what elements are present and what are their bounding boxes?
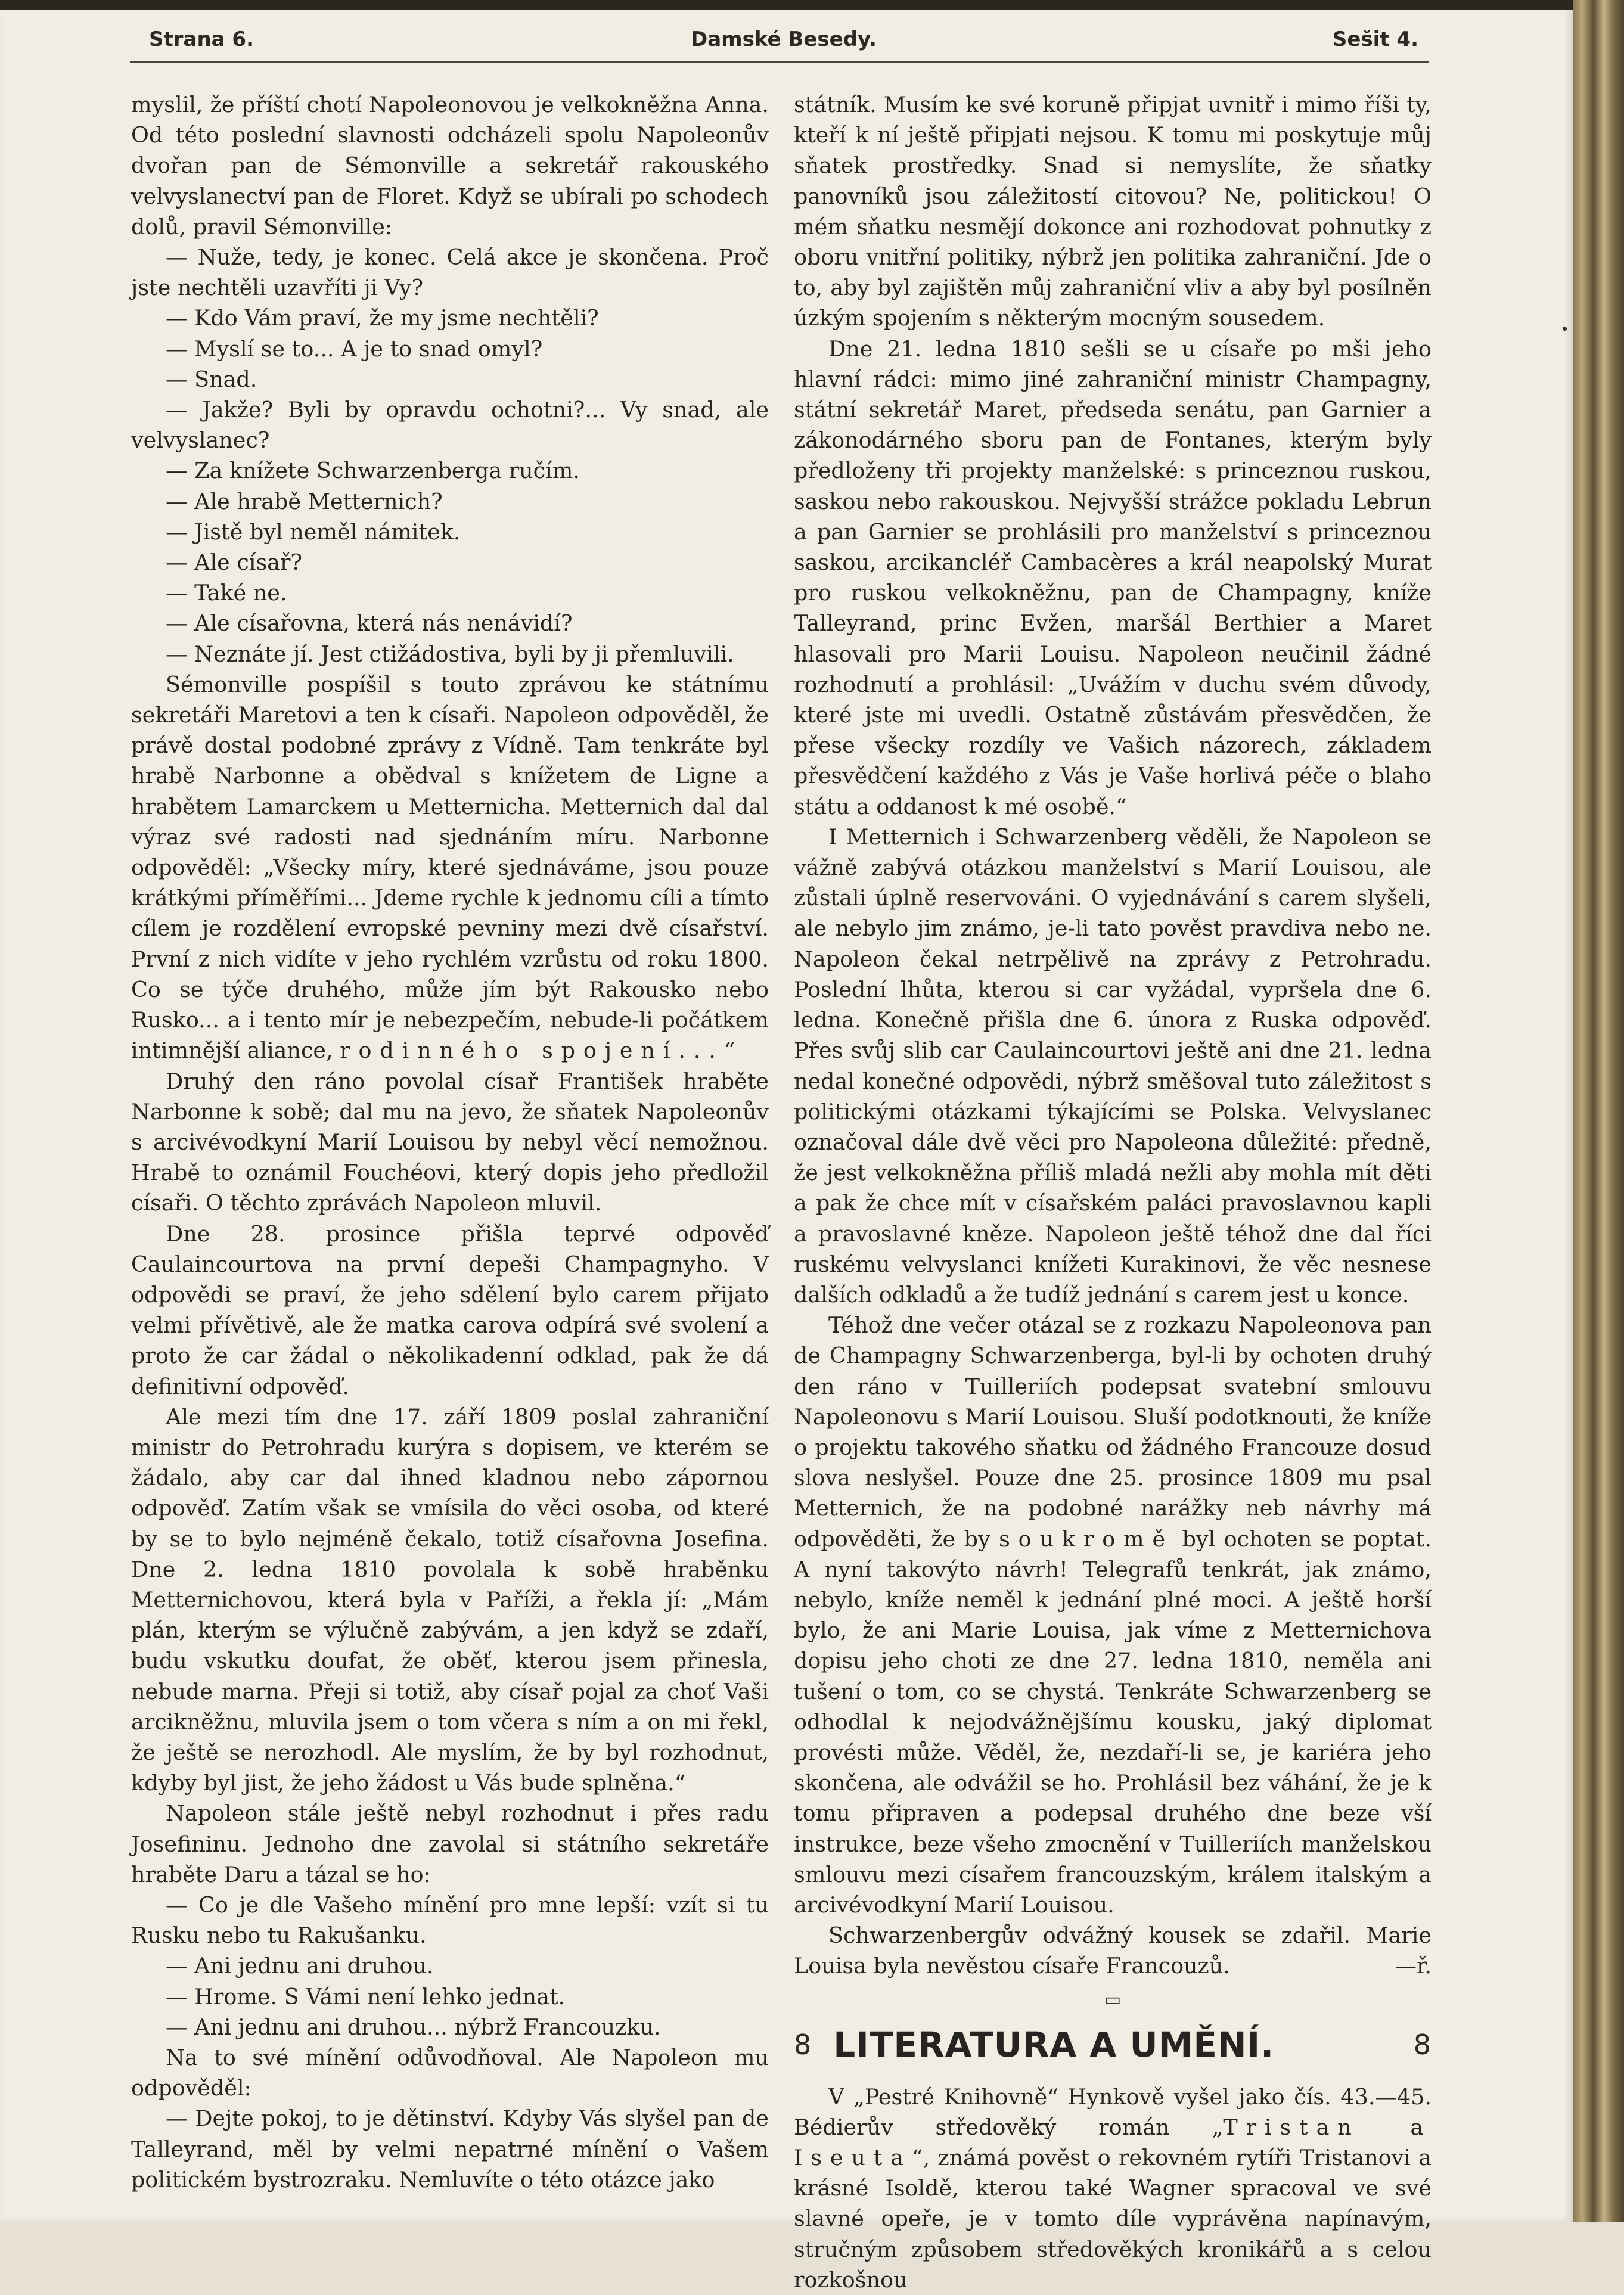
left-dialogue-line	[131, 395, 769, 455]
heading-ornament-right: 8	[1413, 2028, 1432, 2061]
paragraph-text: — Jistě byl neměl námitek.	[166, 518, 461, 545]
paragraph-text: Dne 28. prosince přišla teprvé odpověď Caulaincourtova na první depeši Champagnyho. V odpovědi se praví, že jeho sdělení bylo carem přijato velmi přívětivě, ale že matka carova odpírá své svolení a proto že car žádal o několikadenní odklad, pak že dá definitivní odpověď.	[131, 1221, 769, 1399]
paragraph-text: Napoleon stále ještě nebyl rozhodnut i přes radu Josefininu. Jednoho dne zavolal si státního sekretáře hraběte Daru a tázal se ho:	[131, 1800, 769, 1887]
literature-text-end: “, známá pověst o rekovném rytíři Tristanovi a krásné Isoldě, kterou také Wagner spracoval ve své slavné opeře, je v tomto díle vyprávěna napínavým, stručným způsobem středověkých kronikářů a s celou rozkošnou	[794, 2145, 1432, 2293]
left-dialogue-line	[131, 242, 769, 303]
paragraph-text: I Metternich i Schwarzenberg věděli, že Napoleon se vážně zabývá otázkou manželství s Marií Louisou, ale zůstali úplně reservováni. O vyjednávání s carem slyšeli, ale nebylo jim známo, je-li tato pověst pravdiva nebo ne. Napoleon čekal netrpělivě na zprávy z Petrohradu. Poslední lhůta, kterou si car vyžádal, vypršela dne 6. ledna. Konečně přišla dne 6. února z Ruska odpověď. Přes svůj slib car Caulaincourtovi ještě ani dne 21. ledna nedal konečné odpovědi, nýbrž směšoval tuto záležitost s politickými otázkami týkajícími se Polska. Velvyslanec označoval dále dvě věci pro Napoleona důležité: předně, že jest velkokněžna příliš mladá nežli aby mohla mít děti a pak že chce mít v císařském paláci pravoslavnou kapli a pravoslavné kněze. Napoleon ještě téhož dne dal říci ruskému velvyslanci knížeti Kurakinovi, že věc nesnese dalších odkladů a že tudíž jednání s carem jest u konce.	[794, 824, 1432, 1308]
right-paragraph	[794, 334, 1432, 822]
left-dialogue-line	[131, 364, 769, 395]
left-dialogue-line	[131, 334, 769, 364]
paragraph-text: Téhož dne večer otázal se z rozkazu Napoleonova pan de Champagny Schwarzenberga, byl-li by ochoten druhý den ráno v Tuilleriích podepsat svatební smlouvu Napoleonovu s Marií Louisou. Sluší podotknouti, že kníže o projektu takového sňatku od žádného Francouze dosud slova neslyšel. Pouze dne 25. prosince 1809 mu psal Metternich, že na podobné narážky neb návrhy má odpověděti, že by	[794, 1312, 1432, 1552]
left-paragraph	[131, 1402, 769, 1799]
paragraph-text: Ale mezi tím dne 17. září 1809 poslal zahraniční ministr do Petrohradu kurýra s dopisem, ve kterém se žádalo, aby car dal ihned kladnou nebo zápornou odpověď. Zatím však se vmísila do věci osoba, od které by se to bylo nejméně čekalo, totiž císařovna Josefina. Dne 2. ledna 1810 povolala k sobě hraběnku Metternichovou, která byla v Paříži, a řekla jí: „Mám plán, kterým se výlučně zabývám, a jen když se zdaří, budu vskutku doufat, že oběť, kterou jsem přinesla, nebude marna. Přeji si totiž, aby císař pojal za choť Vaši arcikněžnu, mluvila jsem o tom včera s ním a on mi řekl, že ještě se nerozhodl. Ale myslím, že by byl rozhodnut, kdyby byl jist, že jeho žádost u Vás bude splněna.“	[131, 1403, 769, 1796]
literature-paragraph	[794, 2082, 1432, 2295]
left-dialogue-line	[131, 517, 769, 547]
spaced-emphasis: rodinného spojení...“	[340, 1038, 744, 1064]
paragraph-text: státník. Musím ke své koruně připjat uvnitř i mimo říši ty, kteří k ní ještě připjati nejsou. K tomu mi poskytuje můj sňatek prostředky. Snad si nemyslíte, že sňatky panovníků jsou záležitostí citovou? Ne, politickou! O mém sňatku nesmějí dokonce ani rozhodovat pohnutky z oboru vnitřní politiky, nýbrž jen politika zahraniční. Jde o to, aby byl zajištěn můj zahraniční vliv a aby byl posílněn úzkým spojením s některým mocným sousedem.	[794, 92, 1432, 331]
book-title: Tristan a Iseuta	[794, 2114, 1432, 2170]
book-spine	[1573, 0, 1624, 2222]
top-edge	[0, 0, 1573, 10]
left-dialogue-line	[131, 2012, 769, 2042]
right-column	[794, 89, 1432, 2295]
left-paragraph	[131, 669, 769, 1066]
heading-ornament-left: 8	[794, 2028, 812, 2061]
left-dialogue-line	[131, 547, 769, 577]
literature-text-start: V „Pestré Knihovně“ Hynkově vyšel jako čís. 43.—45. Bédierův středověký román „	[794, 2083, 1432, 2140]
paragraph-text: — Co je dle Vašeho mínění pro mne lepší: vzít si tu Rusku nebo tu Rakušanku.	[131, 1892, 769, 1949]
margin-dot	[1563, 327, 1567, 331]
right-column-text	[794, 89, 1432, 1982]
paragraph-text: Sémonville pospíšil s touto zprávou ke státnímu sekretáři Maretovi a ten k císaři. Napoleon odpověděl, že právě dostal podobné zprávy z Vídně. Tam tenkráte byl hrabě Narbonne a obědval s knížetem de Ligne a hrabětem Lamarckem u Metternicha. Metternich dal dal výraz své radosti nad sjednáním míru. Narbonne odpověděl: „Všecky míry, které sjednáváme, jsou pouze krátkými příměřími... Jdeme rychle k jednomu cíli a tímto cílem je rozdělení evropské pevniny mezi dvě císařství. První z nich vidíte v jeho rychlém vzrůstu od roku 1800. Co se týče druhého, může jím být Rakousko nebo Rusko... a i tento mír je nebezpečím, nebude-li počátkem intimnější aliance,	[131, 671, 769, 1064]
page-number: Strana 6.	[149, 27, 254, 51]
right-paragraph	[794, 1920, 1432, 1981]
left-dialogue-line	[131, 1982, 769, 2012]
section-heading	[794, 2020, 1432, 2071]
paragraph-text: — Myslí se to... A je to snad omyl?	[166, 336, 543, 362]
right-paragraph	[794, 89, 1432, 334]
paragraph-text: — Ale císařovna, která nás nenávidí?	[166, 610, 573, 636]
left-dialogue-line	[131, 2103, 769, 2195]
paragraph-text: — Hrome. S Vámi není lehko jednat.	[166, 1983, 566, 2010]
issue-number: Sešit 4.	[1332, 27, 1418, 51]
right-paragraph	[794, 822, 1432, 1310]
paragraph-text: — Ani jednu ani druhou... nýbrž Francouzku.	[166, 2014, 661, 2040]
left-paragraph	[131, 1219, 769, 1402]
paragraph-text: — Ale císař?	[166, 549, 302, 576]
section-divider-ornament: ▭	[1104, 1989, 1122, 2010]
left-paragraph	[131, 1066, 769, 1219]
paragraph-text: — Dejte pokoj, to je dětinství. Kdyby Vás slyšel pan de Talleyrand, měl by velmi nepatrné mínění o Vašem politickém bystrozraku. Nemluvíte o této otázce jako	[131, 2105, 769, 2192]
left-dialogue-line	[131, 486, 769, 517]
magazine-title: Damské Besedy.	[691, 27, 877, 51]
header-rule	[130, 61, 1429, 63]
paragraph-text: — Kdo Vám praví, že my jsme nechtěli?	[166, 305, 599, 331]
paragraph-text: — Ale hrabě Metternich?	[166, 488, 443, 514]
left-paragraph	[131, 1798, 769, 1890]
section-title: LITERATURA A UMĚNÍ.	[833, 2024, 1275, 2065]
paragraph-text-continued: byl ochoten se poptat. A nyní takovýto návrh! Telegrafů tenkrát, jak známo, nebylo, kníže neměl k jednání plné moci. A ještě horší bylo, že ani Marie Louisa, jak víme z Metternichova dopisu jeho choti ze dne 27. ledna 1810, neměla ani tušení o tom, co se chystá. Tenkráte Schwarzenberg se odhodlal k nejodvážnějšímu kousku, jaký diplomat provésti může. Věděl, že, nezdaří-li se, je kariéra jeho skončena, ale odvážil se ho. Prohlásil bez váhání, že je k tomu připraven a podepsal druhého dne beze vší instrukce, beze všeho zmocnění v Tuilleriích manželskou smlouvu mezi císařem francouzským, králem italským a arcivévodkyní Marií Louisou.	[794, 1526, 1432, 1918]
left-dialogue-line	[131, 608, 769, 638]
paragraph-text: — Snad.	[166, 366, 257, 392]
right-paragraph	[794, 1310, 1432, 1920]
paragraph-text: — Neznáte jí. Jest ctižádostiva, byli by ji přemluvili.	[166, 641, 734, 667]
paragraph-text: — Za knížete Schwarzenberga ručím.	[166, 458, 580, 484]
left-paragraph	[131, 89, 769, 242]
paragraph-text: Druhý den ráno povolal císař František hraběte Narbonne k sobě; dal mu na jevo, že sňatek Napoleonův s arcivévodkyní Marií Louisou by nebyl věcí nemožnou. Hrabě to oznámil Fouchéovi, který dopis jeho předložil císaři. O těchto zprávách Napoleon mluvil.	[131, 1068, 769, 1216]
left-dialogue-line	[131, 303, 769, 333]
running-header	[149, 27, 1418, 57]
left-dialogue-line	[131, 577, 769, 608]
spaced-emphasis: soukromě	[999, 1526, 1173, 1552]
left-dialogue-line	[131, 1890, 769, 1951]
paragraph-text: Schwarzenbergův odvážný kousek se zdařil. Marie Louisa byla nevěstou císaře Francouzů.	[794, 1923, 1432, 1979]
left-dialogue-line	[131, 455, 769, 486]
paragraph-text: — Ani jednu ani druhou.	[166, 1953, 434, 1979]
left-column	[131, 89, 769, 2195]
left-dialogue-line	[131, 1951, 769, 1981]
paragraph-text: Dne 21. ledna 1810 sešli se u císaře po mši jeho hlavní rádci: mimo jiné zahraniční ministr Champagny, státní sekretář Maret, předseda senátu, pan Garnier a zákonodárného sboru pan de Fontanes, kterým byly předloženy tři projekty manželské: s princeznou ruskou, saskou nebo rakouskou. Nejvyšší strážce pokladu Lebrun a pan Garnier se prohlásili pro manželství s princeznou saskou, arcikancléř Cambacères a král neapolský Murat pro ruskou velkokněžnu, pan de Champagny, kníže Talleyrand, princ Evžen, maršál Berthier a Maret hlasovali pro Marii Louisu. Napoleon neučinil žádné rozhodnutí a prohlásil: „Uvážím v duchu svém důvody, které jste mi uvedli. Ostatně zůstávám přesvědčen, že přese všecky rozdíly ve Vašich názorech, základem přesvědčení každého z Vás je Vaše horlivá péče o blaho státu a oddanost k mé osobě.“	[794, 336, 1432, 819]
paragraph-text: — Nuže, tedy, je konec. Celá akce je skončena. Proč jste nechtěli uzavříti ji Vy?	[131, 244, 769, 301]
author-signature: —ř.	[1395, 1953, 1432, 1979]
paragraph-text: — Také ne.	[166, 580, 287, 606]
paragraph-text: myslil, že příští chotí Napoleonovou je velkokněžna Anna. Od této poslední slavnosti odcházeli spolu Napoleonův dvořan pan de Sémonville a sekretář rakouského velvyslanectví pan de Floret. Když se ubírali po schodech dolů, pravil Sémonville:	[131, 92, 769, 240]
paragraph-text: — Jakže? Byli by opravdu ochotni?... Vy snad, ale velvyslanec?	[131, 397, 769, 454]
left-dialogue-line	[131, 639, 769, 669]
left-paragraph	[131, 2042, 769, 2103]
paragraph-text: Na to své mínění odůvodňoval. Ale Napoleon mu odpověděl:	[131, 2045, 769, 2101]
